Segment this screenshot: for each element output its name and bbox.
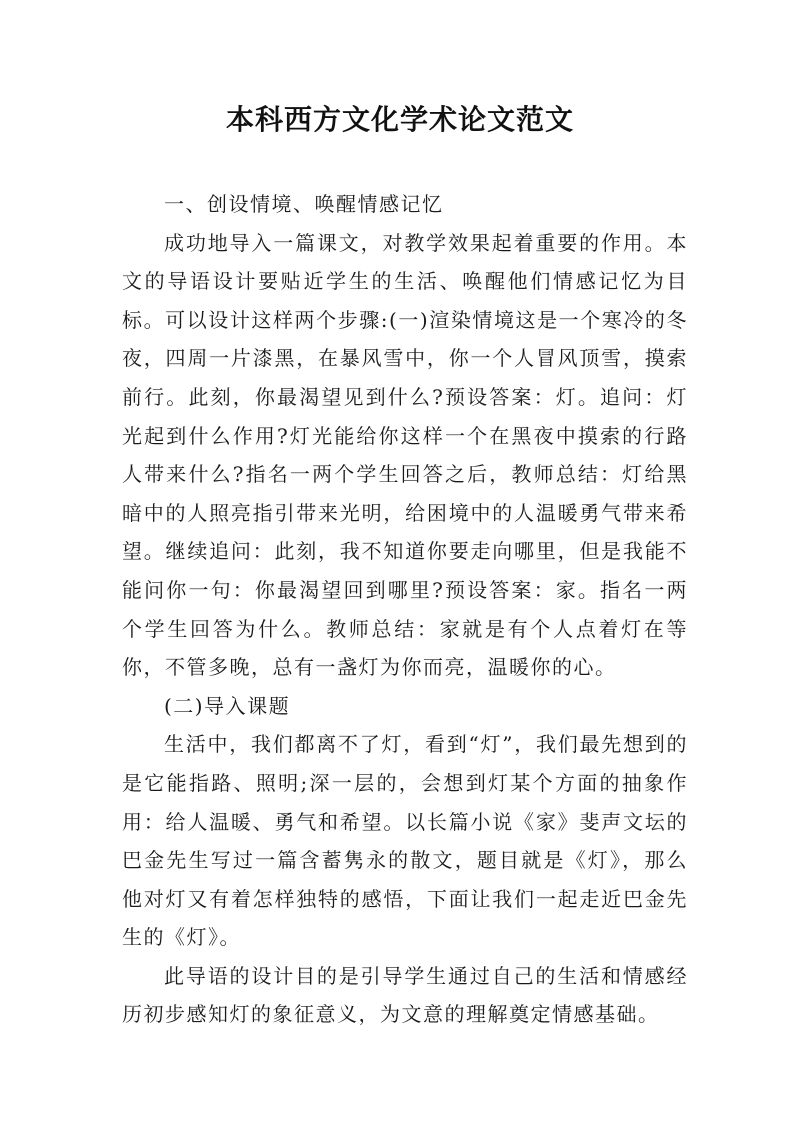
body-paragraph-3: 此导语的设计目的是引导学生通过自己的生活和情感经历初步感知灯的象征意义，为文意的理解奠定情感基础。 xyxy=(122,963,688,1027)
document-body xyxy=(122,185,688,1034)
body-paragraph-1: 成功地导入一篇课文，对教学效果起着重要的作用。本文的导语设计要贴近学生的生活、唤醒他们情感记忆为目标。可以设计这样两个步骤:(一)渲染情境这是一个寒冷的冬夜，四周一片漆黑，在暴风雪中，你一个人冒风顶雪，摸索前行。此刻，你最渴望见到什么?预设答案：灯。追问：灯光起到什么作用?灯光能给你这样一个在黑夜中摸索的行路人带来什么?指名一两个学生回答之后，教师总结：灯给黑暗中的人照亮指引带来光明，给困境中的人温暖勇气带来希望。继续追问：此刻，我不知道你要走向哪里，但是我能不能问你一句：你最渴望回到哪里?预设答案：家。指名一两个学生回答为什么。教师总结：家就是有个人点着灯在等你，不管多晚，总有一盏灯为你而亮，温暖你的心。 xyxy=(122,230,688,680)
section-heading-1: 一、创设情境、唤醒情感记忆 xyxy=(164,192,444,216)
document-title: 本科西方文化学术论文范文 xyxy=(225,103,574,136)
section-heading-2: (二)导入课题 xyxy=(164,693,291,718)
body-paragraph-2: 生活中，我们都离不了灯，看到“灯”，我们最先想到的是它能指路、照明;深一层的，会想到灯某个方面的抽象作用：给人温暖、勇气和希望。以长篇小说《家》斐声文坛的巴金先生写过一篇含蓄隽永的散文，题目就是《灯》，那么他对灯又有着怎样独特的感悟，下面让我们一起走近巴金先生的《灯》。 xyxy=(122,732,688,950)
